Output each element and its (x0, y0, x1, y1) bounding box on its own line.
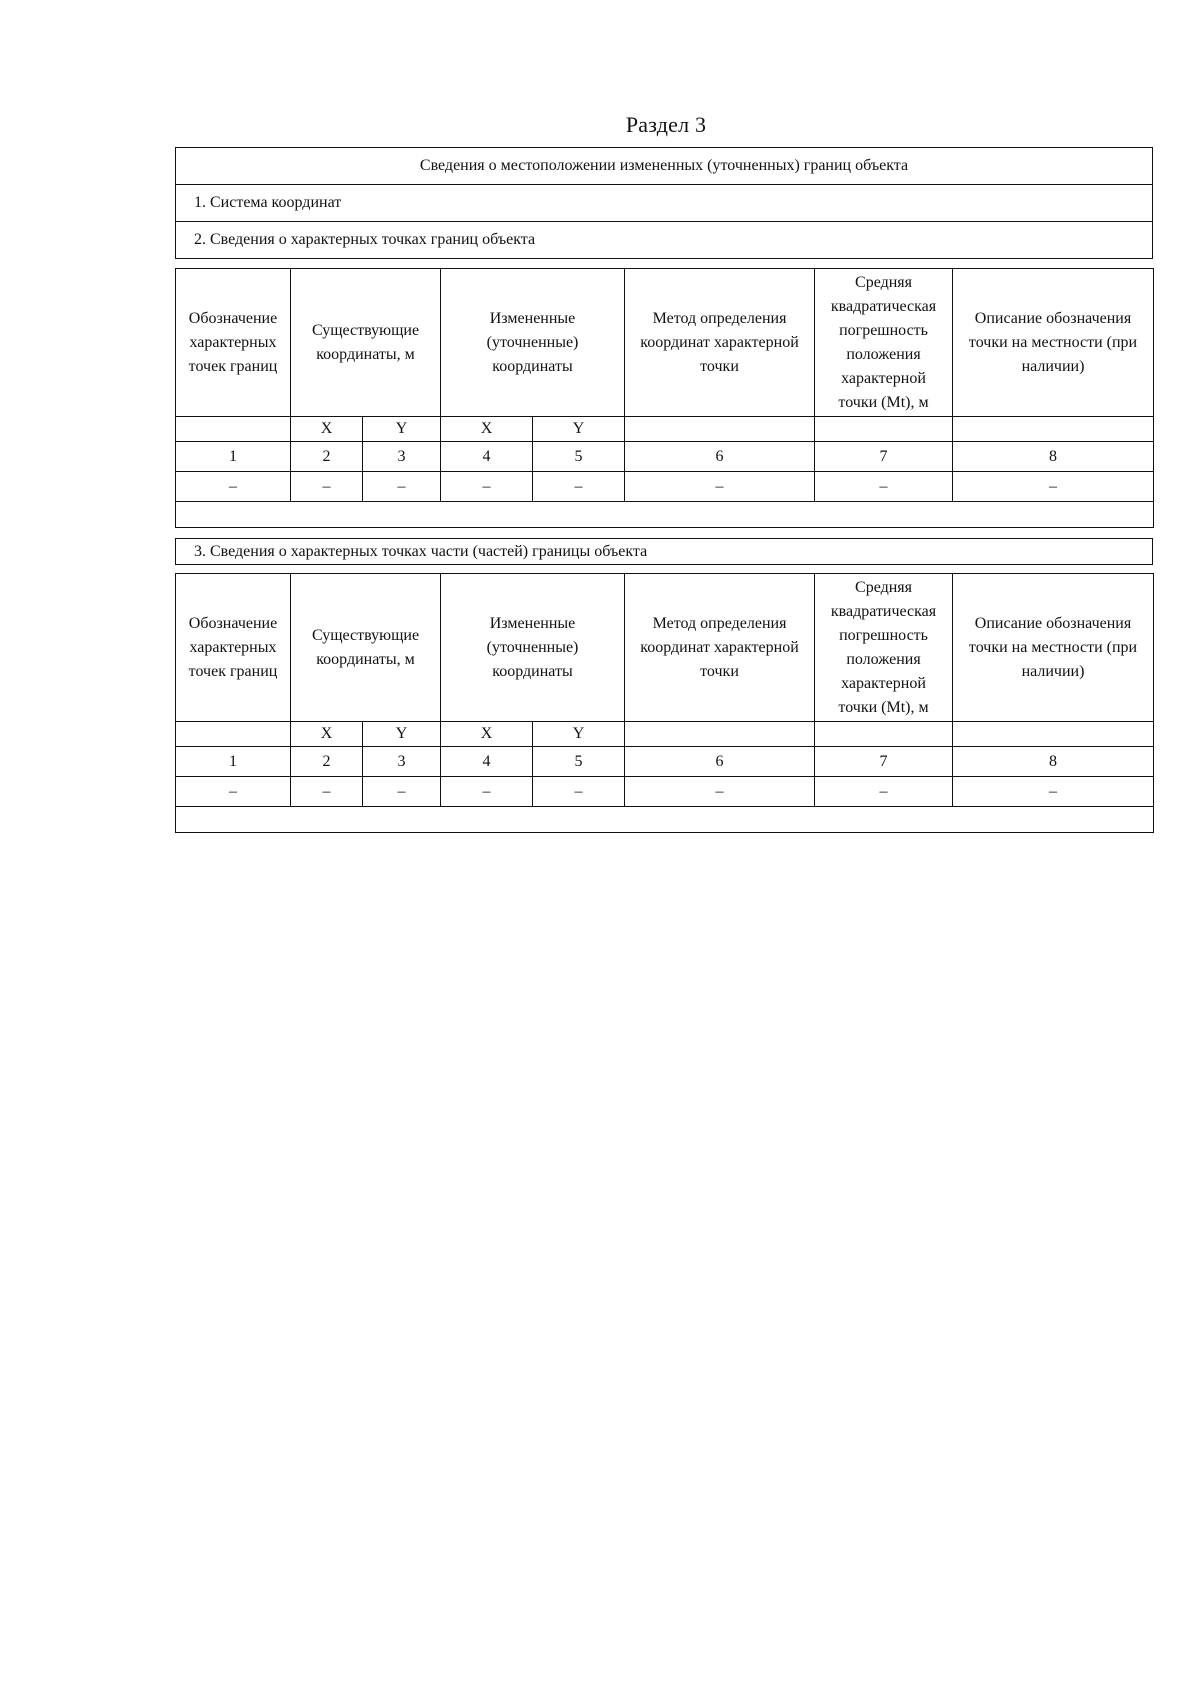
table-cell: – (533, 777, 625, 807)
col-description: Описание обозначения точки на местности (при наличии) (953, 269, 1154, 417)
table-cell: 8 (953, 747, 1154, 777)
section-title: Раздел 3 (625, 112, 707, 137)
col-changed-coordinates: Измененные (уточненные) координаты (441, 574, 625, 722)
table-cell (176, 722, 291, 747)
table-cell: X (291, 722, 363, 747)
table-cell: Y (533, 722, 625, 747)
table-empty-row (176, 502, 1154, 528)
table-cell: 6 (625, 747, 815, 777)
part-boundary-points-table (175, 573, 1154, 833)
col-description: Описание обозначения точки на местности (при наличии) (953, 574, 1154, 722)
col-changed-coordinates: Измененные (уточненные) координаты (441, 269, 625, 417)
table-cell: 7 (815, 747, 953, 777)
points-heading: 2. Сведения о характерных точках границ объекта (194, 231, 536, 248)
table-cell: – (363, 472, 441, 502)
table-cell: 4 (441, 747, 533, 777)
table-cell: 5 (533, 442, 625, 472)
table-header-row (176, 269, 1154, 417)
table-cell (176, 807, 1154, 833)
col-existing-coordinates: Существующие координаты, м (291, 269, 441, 417)
boundary-points-table (175, 268, 1154, 528)
coordinate-system-label: 1. Система координат (176, 185, 1152, 222)
table-subheader-row (176, 417, 1154, 442)
table-subheader-row (176, 722, 1154, 747)
table-cell: – (953, 777, 1154, 807)
table-cell (953, 417, 1154, 442)
table-cell: – (625, 777, 815, 807)
table-cell (953, 722, 1154, 747)
table-cell: 8 (953, 442, 1154, 472)
table-cell: X (291, 417, 363, 442)
table-cell: 6 (625, 442, 815, 472)
table-cell: – (625, 472, 815, 502)
table-cell (815, 722, 953, 747)
col-point-designation: Обозначение характерных точек границ (176, 574, 291, 722)
table-cell: 2 (291, 747, 363, 777)
table-cell: – (815, 777, 953, 807)
table-number-row (176, 747, 1154, 777)
table-cell (625, 417, 815, 442)
col-point-designation: Обозначение характерных точек границ (176, 269, 291, 417)
col-mean-square-error: Средняя квадратическая погрешность положения характерной точки (Mt), м (815, 269, 953, 417)
part-heading-box (175, 538, 1153, 565)
table-row (176, 472, 1154, 502)
col-mean-square-error: Средняя квадратическая погрешность положения характерной точки (Mt), м (815, 574, 953, 722)
table-cell: 3 (363, 747, 441, 777)
table-header-row (176, 574, 1154, 722)
table-cell: – (441, 777, 533, 807)
table-cell: X (441, 722, 533, 747)
table-cell: Y (363, 722, 441, 747)
table-cell: 3 (363, 442, 441, 472)
table-cell: – (953, 472, 1154, 502)
table-cell: – (363, 777, 441, 807)
table-empty-row (176, 807, 1154, 833)
table-number-row (176, 442, 1154, 472)
table-cell: – (291, 777, 363, 807)
table-cell: – (815, 472, 953, 502)
table-row (176, 777, 1154, 807)
table-cell: 4 (441, 442, 533, 472)
col-method: Метод определения координат характерной точки (625, 269, 815, 417)
table-cell (625, 722, 815, 747)
table-cell (176, 417, 291, 442)
header-box-title: Сведения о местоположении измененных (уточненных) границ объекта (176, 148, 1152, 185)
table-cell: Y (363, 417, 441, 442)
col-method: Метод определения координат характерной точки (625, 574, 815, 722)
table-cell: 7 (815, 442, 953, 472)
table-cell: 1 (176, 747, 291, 777)
table-cell: – (291, 472, 363, 502)
table-cell (176, 502, 1154, 528)
header-box (175, 147, 1153, 259)
table-cell: – (441, 472, 533, 502)
table-cell: 1 (176, 442, 291, 472)
table-cell: Y (533, 417, 625, 442)
col-existing-coordinates: Существующие координаты, м (291, 574, 441, 722)
table-cell: 2 (291, 442, 363, 472)
table-cell: 5 (533, 747, 625, 777)
table-cell: – (176, 472, 291, 502)
table-cell: – (533, 472, 625, 502)
table-cell: X (441, 417, 533, 442)
part-heading: 3. Сведения о характерных точках части (частей) границы объекта (194, 542, 648, 560)
table-cell: – (176, 777, 291, 807)
table-cell (815, 417, 953, 442)
